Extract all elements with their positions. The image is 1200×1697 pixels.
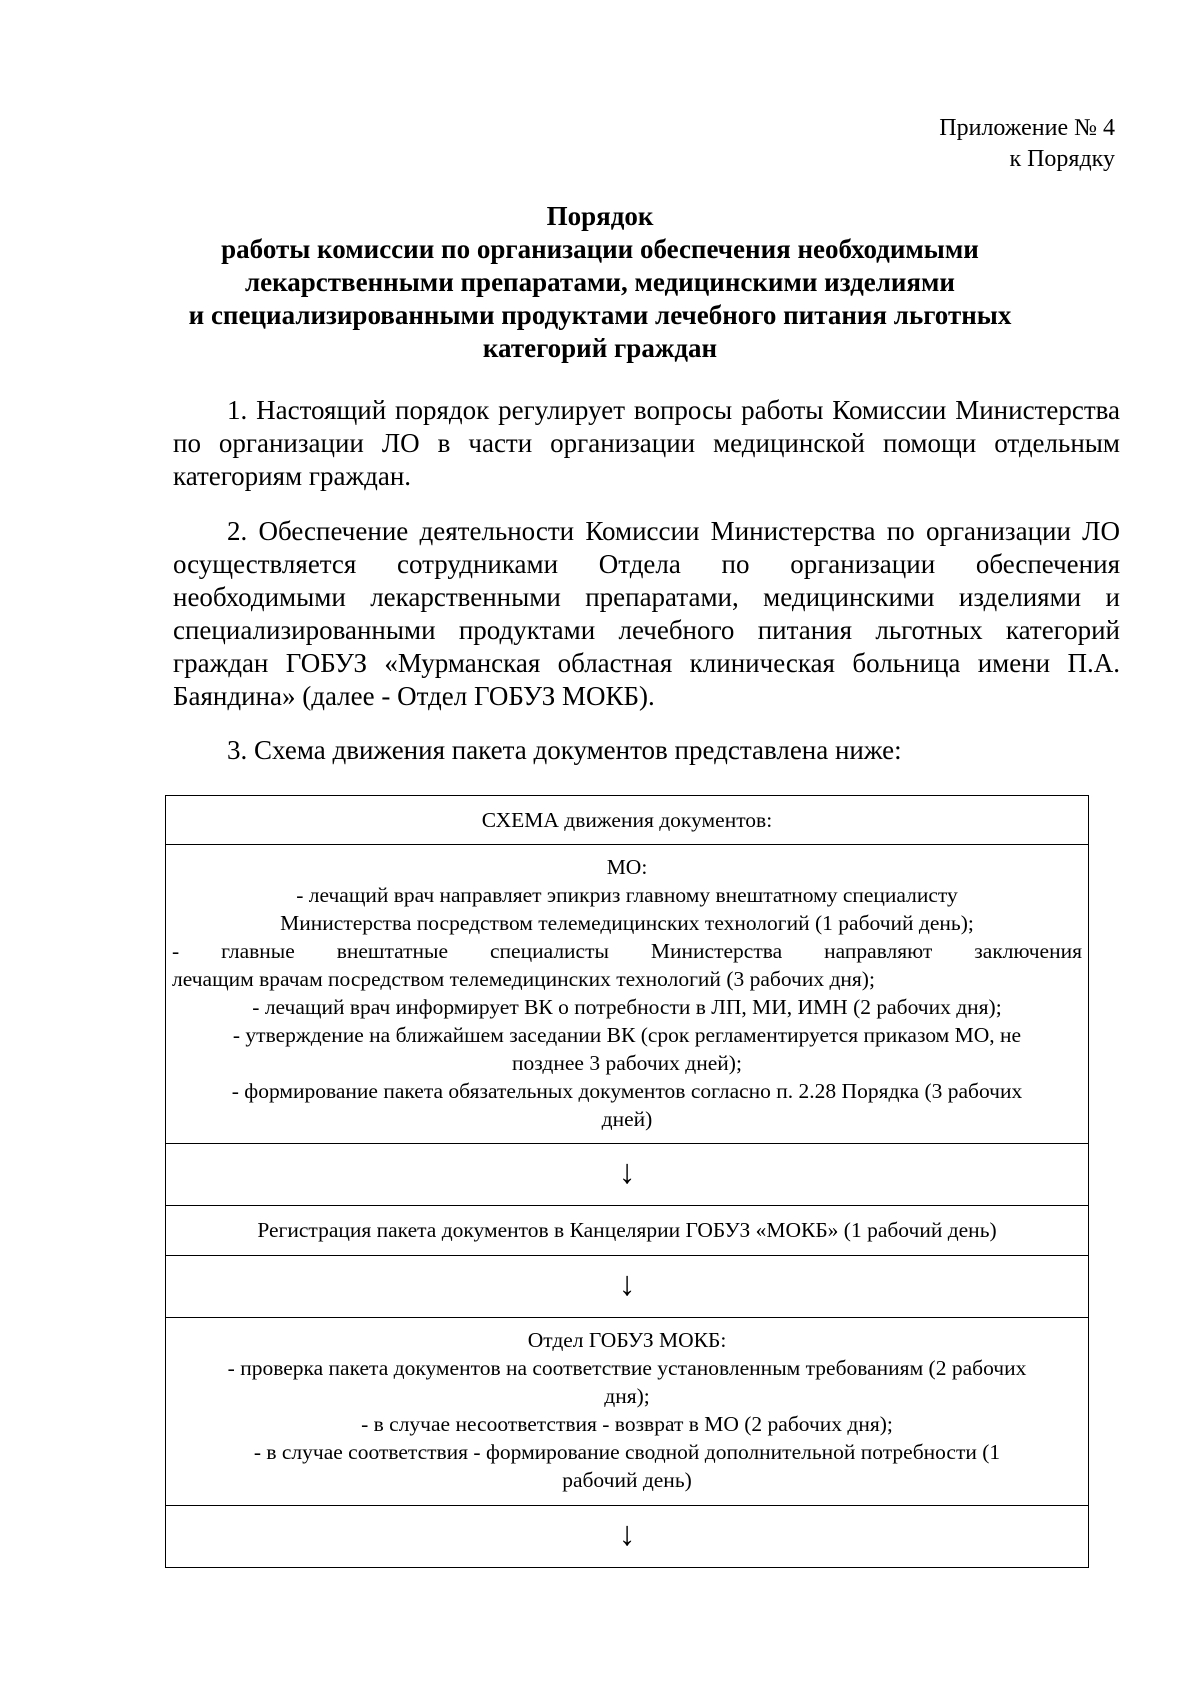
paragraph-1 — [173, 394, 1120, 493]
appendix-label — [939, 113, 1115, 175]
title-line: категорий граждан — [482, 333, 718, 363]
flow-arrow-2 — [166, 1256, 1088, 1318]
step-line: дня); — [604, 1384, 650, 1408]
step-line: - в случае несоответствия - возврат в МО (2 рабочих дня); — [361, 1412, 893, 1436]
paragraph-3-text: 3. Схема движения пакета документов представлена ниже: — [227, 735, 902, 765]
scheme-step-department — [166, 1318, 1088, 1506]
arrow-down-icon: ↓ — [618, 1266, 636, 1303]
flow-arrow-1 — [166, 1144, 1088, 1206]
title-line: лекарственными препаратами, медицинскими изделиями — [245, 267, 955, 297]
step-line: лечащим врачам посредством телемедицинских технологий (3 рабочих дня); — [172, 967, 875, 991]
title-line: и специализированными продуктами лечебного питания льготных — [188, 300, 1012, 330]
document-title — [130, 200, 1070, 365]
step-line: - в случае соответствия - формирование сводной дополнительной потребности (1 — [253, 1440, 1001, 1464]
arrow-down-icon: ↓ — [618, 1516, 636, 1553]
step-line: - лечащий врач направляет эпикриз главному внештатному специалисту — [296, 883, 958, 907]
title-line: Порядок — [546, 201, 654, 231]
step-line: рабочий день) — [562, 1468, 692, 1492]
scheme-step-mo — [166, 845, 1088, 1144]
step-line: Министерства посредством телемедицинских технологий (1 рабочий день); — [280, 911, 974, 935]
step-line: - проверка пакета документов на соответствие установленным требованиям (2 рабочих — [227, 1356, 1027, 1380]
step-title: МО: — [606, 855, 648, 879]
step-line: - утверждение на ближайшем заседании ВК (срок регламентируется приказом МО, не — [232, 1023, 1022, 1047]
paragraph-2-text: 2. Обеспечение деятельности Комиссии Министерства по организации ЛО осуществляется сотрудниками Отдела по организации обеспечения необходимыми лекарственными препаратами, медицинскими изделиями и специализированными продуктами лечебного питания льготных категорий граждан ГОБУЗ «Мурманская областная клиническая больница имени П.А. Баяндина» (далее - Отдел ГОБУЗ МОКБ). — [173, 516, 1120, 711]
paragraph-1-text: 1. Настоящий порядок регулирует вопросы работы Комиссии Министерства по организации ЛО в части организации медицинской помощи отдельным категориям граждан. — [173, 395, 1120, 491]
document-flow-scheme — [165, 795, 1089, 1568]
step-line: - лечащий врач информирует ВК о потребности в ЛП, МИ, ИМН (2 рабочих дня); — [252, 995, 1002, 1019]
step-title: Отдел ГОБУЗ МОКБ: — [527, 1328, 727, 1352]
step-line: - формирование пакета обязательных документов согласно п. 2.28 Порядка (3 рабочих — [231, 1079, 1023, 1103]
title-line: работы комиссии по организации обеспечения необходимыми — [221, 234, 979, 264]
appendix-number: Приложение № 4 — [939, 115, 1115, 141]
scheme-step-registration: Регистрация пакета документов в Канцелярии ГОБУЗ «МОКБ» (1 рабочий день) — [166, 1206, 1088, 1256]
scheme-header: СХЕМА движения документов: — [166, 796, 1088, 845]
appendix-reference: к Порядку — [1009, 146, 1115, 172]
step-line: - главные внештатные специалисты Министерства направляют заключения — [172, 939, 1082, 963]
step-line: позднее 3 рабочих дней); — [512, 1051, 742, 1075]
flow-arrow-3 — [166, 1506, 1088, 1567]
step-line: дней) — [601, 1107, 653, 1131]
arrow-down-icon: ↓ — [618, 1154, 636, 1191]
paragraph-2 — [173, 515, 1120, 713]
paragraph-3 — [173, 734, 1120, 767]
